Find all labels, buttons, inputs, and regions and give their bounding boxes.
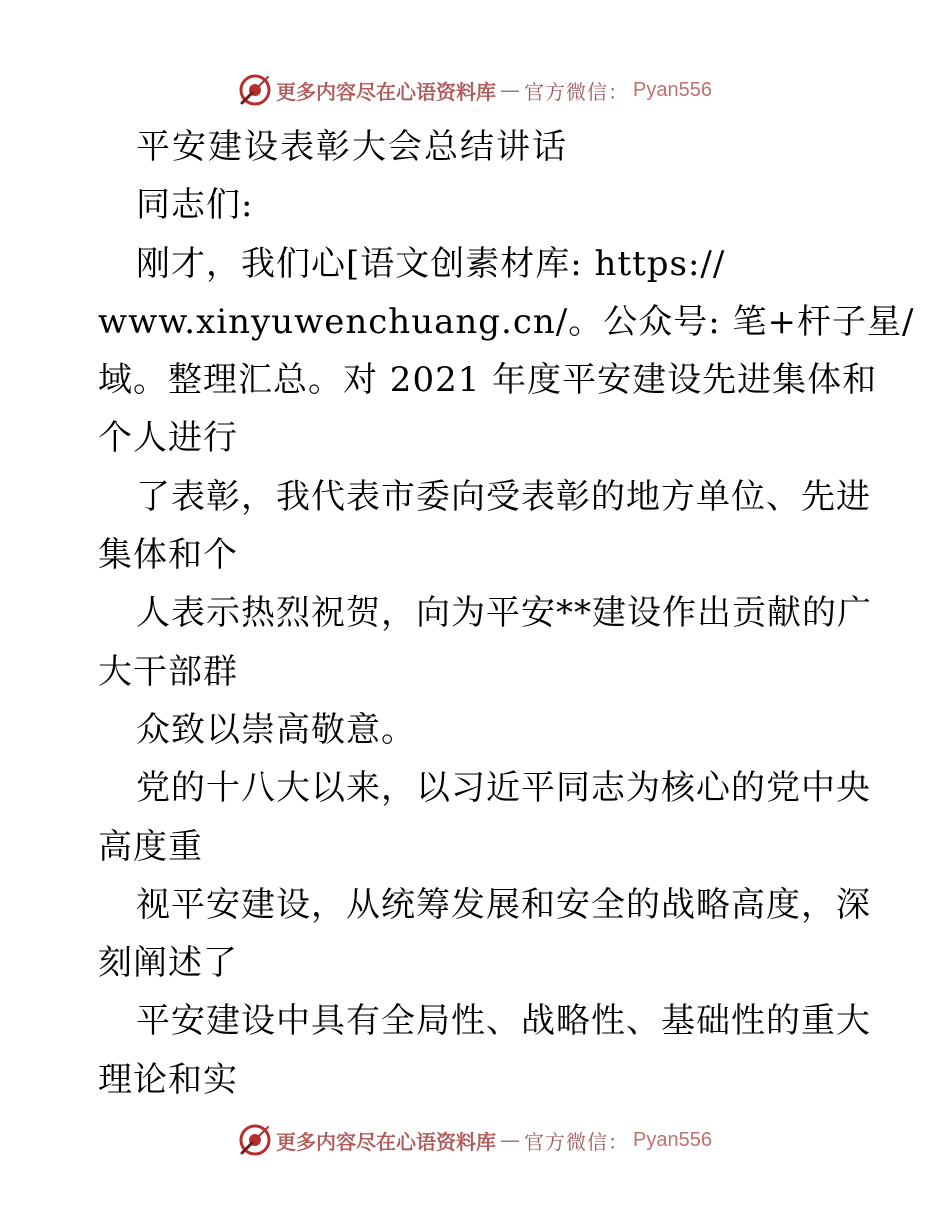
paragraph-line: 党的十八大以来，以习近平同志为核心的党中央: [136, 768, 871, 809]
paragraph-line: www.xinyuwenchuang.cn/。公众号: 笔+杆子星/: [98, 301, 915, 342]
footer-banner: [0, 1120, 950, 1160]
paragraph-line: 人表示热烈祝贺，向为平安**建设作出贡献的广: [136, 593, 872, 634]
paragraph-line: 平安建设中具有全局性、战略性、基础性的重大: [136, 1001, 871, 1042]
brush-logo-icon: [238, 73, 272, 107]
paragraph-line: 域。整理汇总。对 2021 年度平安建设先进集体和: [98, 360, 878, 401]
paragraph-line: 刻阐述了: [98, 943, 238, 984]
paragraph-line: 集体和个: [98, 535, 238, 576]
header-banner: [0, 70, 950, 110]
paragraph-line: 个人进行: [98, 418, 238, 459]
document-body: [98, 118, 915, 1109]
paragraph-line: 大干部群: [98, 651, 238, 692]
banner-official-label: 官方微信：: [524, 79, 630, 104]
banner-wechat-id: Pyan556: [633, 78, 712, 101]
banner-site-text: 更多内容尽在心语资料库: [276, 1129, 497, 1154]
banner-wechat-id: Pyan556: [633, 1128, 712, 1151]
banner-site-text: 更多内容尽在心语资料库: [276, 79, 497, 104]
paragraph-line: 了表彰，我代表市委向受表彰的地方单位、先进: [136, 476, 871, 517]
paragraph-line: 刚才，我们心[语文创素材库: https://: [136, 243, 726, 284]
brush-logo-icon: [238, 1123, 272, 1157]
banner-dash: —: [500, 78, 521, 102]
document-title: 平安建设表彰大会总结讲话: [136, 127, 568, 167]
paragraph-line: 高度重: [98, 826, 203, 867]
footer-banner-content: [238, 1123, 712, 1157]
paragraph-line: 视平安建设，从统筹发展和安全的战略高度，深: [136, 884, 871, 925]
paragraph-line: 同志们:: [136, 185, 254, 226]
paragraph-line: 理论和实: [98, 1059, 238, 1100]
paragraph-line: 众致以崇高敬意。: [136, 709, 416, 750]
header-banner-content: [238, 73, 712, 107]
banner-dash: —: [500, 1128, 521, 1152]
banner-official-label: 官方微信：: [524, 1129, 630, 1154]
